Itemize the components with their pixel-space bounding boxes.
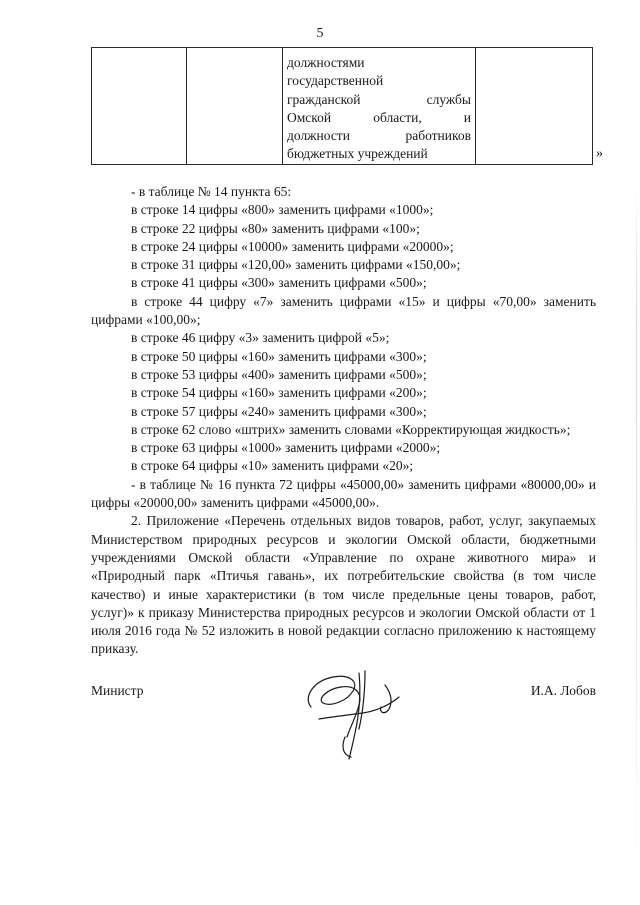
table-text-line: должностями [287,55,365,70]
amendment-paragraph: в строке 24 цифры «10000» заменить цифрами «20000»; [131,238,454,254]
amendment-paragraph: - в таблице № 14 пункта 65: [131,184,292,199]
amendment-paragraph: в строке 44 цифру «7» заменить цифрами «15» и цифры «70,00» заменить цифрами «100,00»; [91,293,596,328]
table-cell-empty-2 [187,48,283,165]
amendment-paragraph: в строке 41 цифры «300» заменить цифрами «500»; [131,275,427,291]
amendment-paragraph: в строке 53 цифры «400» заменить цифрами «500»; [131,366,427,382]
amendment-paragraph: в строке 46 цифру «3» заменить цифрой «5»; [131,330,390,346]
amendments-text [91,183,596,659]
amendment-paragraph: в строке 62 слово «штрих» заменить словами «Корректирующая жидкость»; [131,421,571,437]
signatory-title: Министр [91,683,144,698]
scan-edge-shadow [636,180,637,880]
table-text-line: должности работников [287,128,471,144]
table-cell-description [283,48,476,165]
signatory-name: И.А. Лобов [530,683,596,698]
amendment-paragraph: в строке 64 цифры «10» заменить цифрами «20»; [131,458,414,474]
handwritten-signature [301,667,411,763]
amendment-paragraph: в строке 22 цифры «80» заменить цифрами «100»; [131,220,420,236]
appendix-paragraph: 2. Приложение «Перечень отдельных видов товаров, работ, услуг, закупаемых Министерством природных ресурсов и экологии Омской области, бюджетными учреждениями Омской области «Управление по охране животного мира» и «Природный парк «Птичья гавань», их потребительские свойства (в том числе качество) и иные характеристики (в том числе предельные цены товаров, работ, услуг)» к приказу Министерства природных ресурсов и экологии Омской области от 1 июля 2016 года № 52 изложить в новой редакции согласно приложению к настоящему приказу. [91,513,596,657]
table-text-line: гражданской службы [287,91,471,107]
page-number: 5 [316,26,324,41]
table-text-line: бюджетных учреждений [287,146,428,162]
table-text-line: Омской области, и [287,109,471,125]
amendment-paragraph: в строке 63 цифры «1000» заменить цифрами «2000»; [131,440,441,456]
table-text-line: государственной [287,73,384,89]
closing-quote: » [596,146,603,161]
amendment-paragraph: в строке 50 цифры «160» заменить цифрами «300»; [131,348,427,364]
table-cell-empty-1 [92,48,187,165]
amendment-paragraph: в строке 57 цифры «240» заменить цифрами «300»; [131,403,427,419]
signature-block [91,683,596,763]
amendment-paragraph: в строке 54 цифры «160» заменить цифрами «200»; [131,385,427,401]
amendment-paragraph: в строке 31 цифры «120,00» заменить цифрами «150,00»; [131,257,461,273]
amendment-paragraph: в строке 14 цифры «800» заменить цифрами «1000»; [131,202,434,218]
continued-table [91,47,593,165]
table-cell-empty-4 [476,48,593,165]
amendment-paragraph: - в таблице № 16 пункта 72 цифры «45000,00» заменить цифрами «80000,00» и цифры «20000,00» заменить цифрами «45000,00». [91,476,596,511]
